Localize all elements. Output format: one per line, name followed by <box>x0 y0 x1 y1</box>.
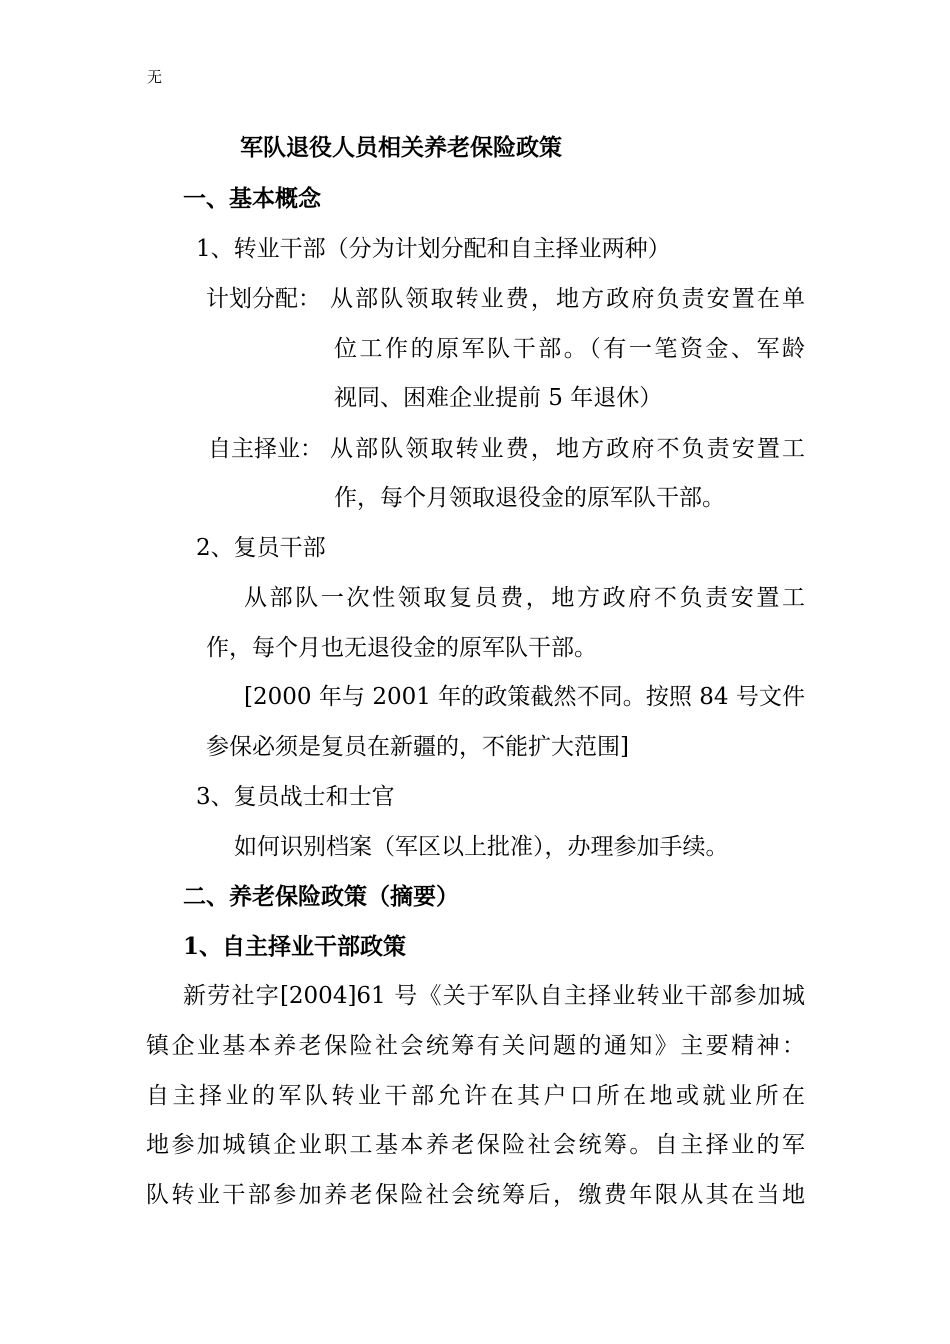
body-line: 自主择业的军队转业干部允许在其户口所在地或就业所在 <box>146 1083 805 1109</box>
subsection-1-heading: 1、自主择业干部政策 <box>183 933 407 960</box>
self-label: 自主择业： <box>208 436 323 462</box>
item-2-heading: 2、复员干部 <box>196 535 326 561</box>
section-2-heading: 二、养老保险政策（摘要） <box>183 883 459 910</box>
item-2-line: 从部队一次性领取复员费，地方政府不负责安置工 <box>244 585 805 611</box>
item-2-line: 作，每个月也无退役金的原军队干部。 <box>206 635 597 661</box>
body-line: 镇企业基本养老保险社会统筹有关问题的通知》主要精神： <box>146 1033 805 1059</box>
self-line: 作，每个月领取退役金的原军队干部。 <box>334 485 725 511</box>
plan-label: 计划分配： <box>206 286 321 312</box>
item-1-heading: 1、转业干部（分为计划分配和自主择业两种） <box>196 236 671 262</box>
section-1-heading: 一、基本概念 <box>183 185 321 212</box>
self-line: 从部队领取转业费，地方政府不负责安置工 <box>330 436 805 462</box>
plan-line: 从部队领取转业费，地方政府负责安置在单 <box>330 286 805 312</box>
body-line: 地参加城镇企业职工基本养老保险社会统筹。自主择业的军 <box>146 1132 805 1158</box>
body-line: 队转业干部参加养老保险社会统筹后，缴费年限从其在当地 <box>146 1182 805 1208</box>
document-title: 军队退役人员相关养老保险政策 <box>240 134 562 161</box>
page-header: 无 <box>147 68 163 86</box>
plan-line: 视同、困难企业提前 5 年退休） <box>334 385 663 411</box>
body-line: 新劳社字[2004]61 号《关于军队自主择业转业干部参加城 <box>183 983 805 1009</box>
item-2-note-line: 参保必须是复员在新疆的，不能扩大范围] <box>206 734 629 760</box>
item-3-text: 如何识别档案（军区以上批准），办理参加手续。 <box>234 834 729 860</box>
item-2-note-line: [2000 年与 2001 年的政策截然不同。按照 84 号文件 <box>244 684 805 710</box>
plan-line: 位工作的原军队干部。（有一笔资金、军龄 <box>334 336 805 362</box>
item-3-heading: 3、复员战士和士官 <box>196 784 395 810</box>
